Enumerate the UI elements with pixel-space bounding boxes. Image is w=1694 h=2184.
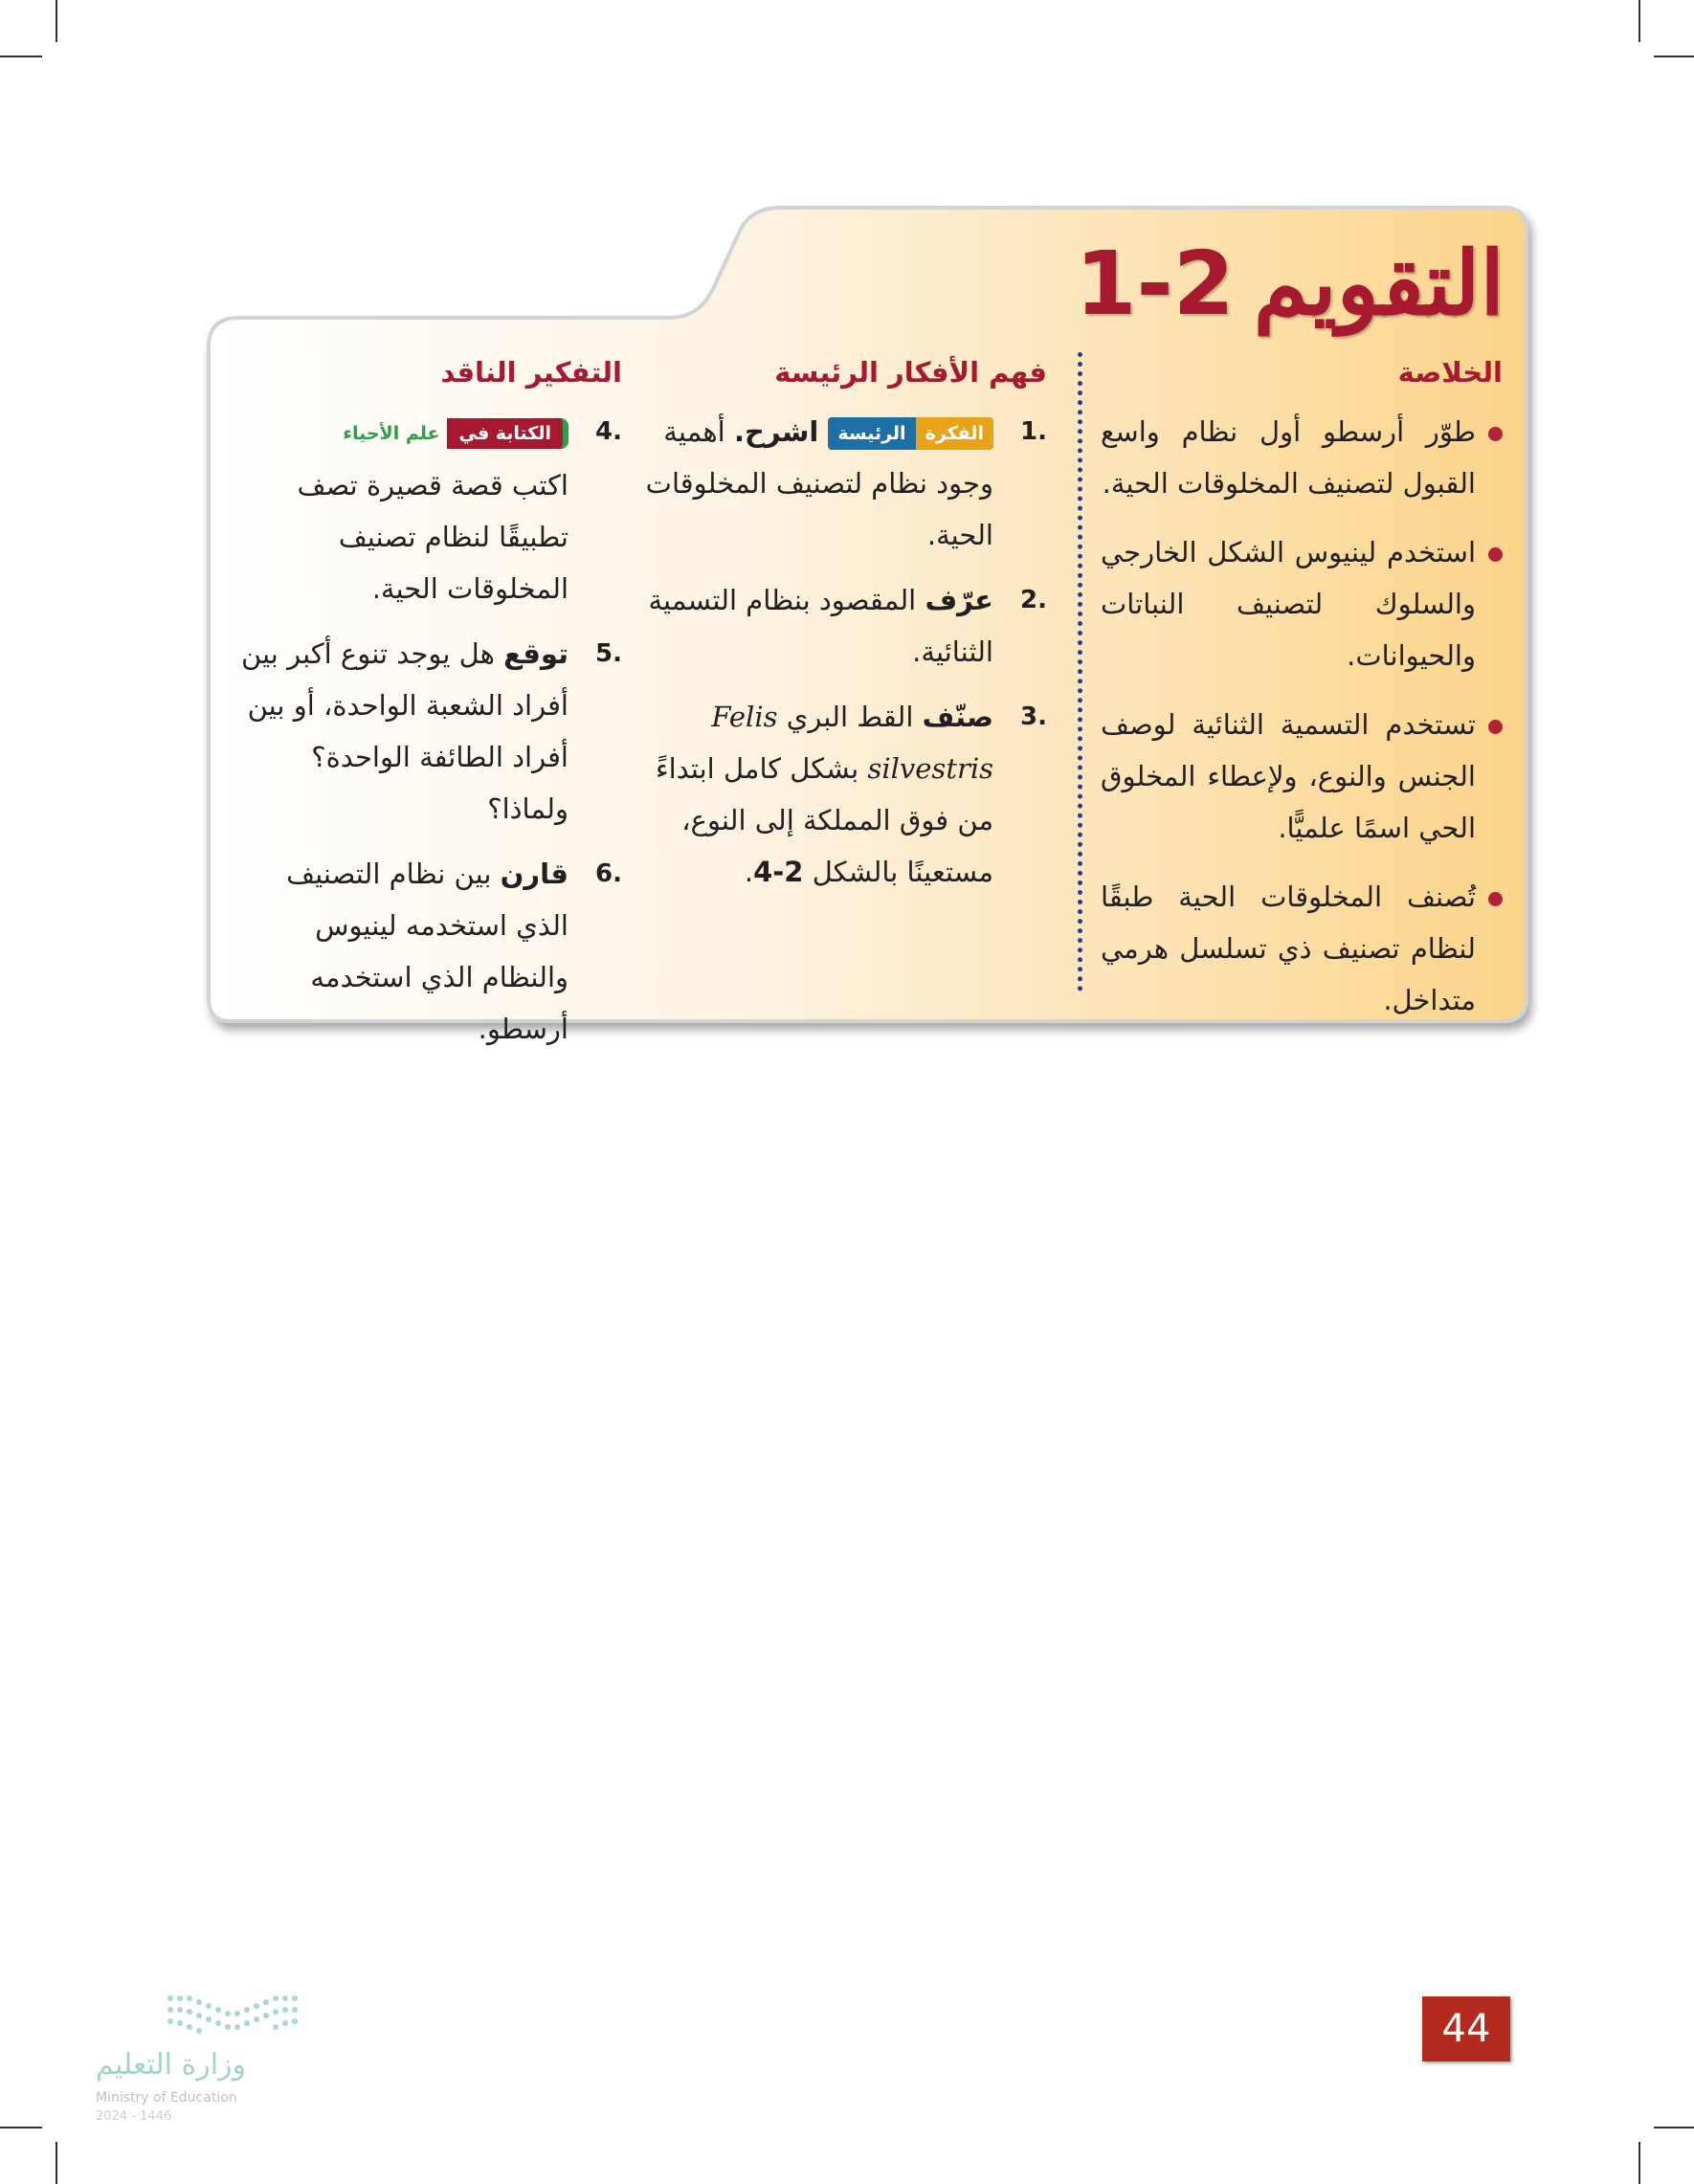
main-ideas-heading: فهم الأفكار الرئيسة [774,356,1047,389]
question-verb: عرّف [925,584,993,616]
title-word: التقويم [1253,232,1505,335]
tag-label-idea: الفكرة [916,417,993,450]
review-card [201,203,1531,1045]
critical-thinking-column [226,356,622,1068]
question-text: القط البري [777,701,923,733]
tag-label-main: الرئيسة [828,417,915,450]
page-number: 44 [1422,1996,1510,2061]
crop-mark [0,56,42,57]
summary-item: استخدم لينيوس الشكل الخارجي والسلوك لتصنيف النباتات والحيوانات. [1101,526,1503,681]
crop-mark [1654,56,1694,57]
question-number: .6 [595,859,622,888]
bullet-icon [1488,427,1503,441]
bullet-icon [1488,547,1503,562]
critical-thinking-heading: التفكير الناقد [440,356,622,389]
summary-item: طوّر أرسطو أول نظام واسع القبول لتصنيف المخلوقات الحية. [1101,406,1503,509]
question-2 [637,574,1047,678]
question-number: .3 [1020,702,1047,731]
writing-in-biology-tag [343,408,568,459]
summary-heading: الخلاصة [1397,356,1503,389]
question-text: بشكل كامل ابتداءً من فوق المملكة إلى النوع، مستعينًا بالشكل [655,752,993,888]
crop-mark [56,0,57,42]
summary-column [1101,356,1503,1043]
question-1 [637,406,1047,561]
critical-thinking-questions [226,406,622,1055]
ministry-logo [96,1991,325,2134]
question-text: هل يوجد تنوع أكبر بين أفراد الشعبة الواحدة، أو بين أفراد الطائفة الواحدة؟ ولماذا؟ [240,637,568,825]
crop-mark [0,2127,42,2128]
title-number: 2-1 [1075,233,1235,335]
main-idea-tag [828,417,993,450]
ministry-name-english: Ministry of Education [96,2090,237,2106]
scientific-name: Felis silvestris [711,701,993,785]
crop-mark [1654,2127,1694,2128]
question-6 [226,848,622,1055]
question-number: .4 [595,417,622,446]
column-divider [1078,352,1082,992]
crop-mark [1638,2142,1640,2184]
question-verb: قارن [500,858,568,890]
crop-mark [56,2142,57,2184]
section-title [1075,232,1505,335]
academic-year: 2024 - 1446 [96,2109,172,2124]
tag-label-biology: علم الأحياء [343,423,440,444]
figure-reference: 2-4 [753,856,804,888]
question-text: بين نظام التصنيف الذي استخدمه لينيوس والنظام الذي استخدمه أرسطو. [286,858,568,1045]
summary-item: تُصنف المخلوقات الحية طبقًا لنظام تصنيف ذي تسلسل هرمي متداخل. [1101,871,1503,1026]
question-text: أهمية وجود نظام لتصنيف المخلوقات الحية. [645,415,993,551]
question-number: .2 [1020,586,1047,614]
question-number: .1 [1020,417,1047,446]
main-ideas-column [637,356,1047,911]
ministry-dots-icon [163,1991,316,2044]
question-number: .5 [595,639,622,668]
question-text: اكتب قصة قصيرة تصف تطبيقًا لنظام تصنيف المخلوقات الحية. [297,469,568,605]
crop-mark [1638,0,1640,42]
question-5 [226,628,622,835]
question-4 [226,406,622,614]
summary-list [1101,406,1503,1026]
bullet-icon [1488,892,1503,906]
question-verb: صنّف [922,701,993,733]
question-verb: توقع [503,637,568,670]
question-text: المقصود بنظام التسمية الثنائية. [648,584,993,668]
summary-item: تستخدم التسمية الثنائية لوصف الجنس والنوع، ولإعطاء المخلوق الحي اسمًا علميًّا. [1101,699,1503,854]
main-ideas-questions [637,406,1047,898]
tag-label-writing: الكتابة في [447,418,568,449]
bullet-icon [1488,720,1503,734]
question-3: .3 صنّف القط البري Felis silvestris بشكل كامل ابتداءً من فوق المملكة إلى النوع، مستعينًا بالشكل 2-4. [637,691,1047,898]
ministry-name-arabic: وزارة التعليم [96,2048,247,2082]
question-verb: اشرح. [733,415,819,448]
